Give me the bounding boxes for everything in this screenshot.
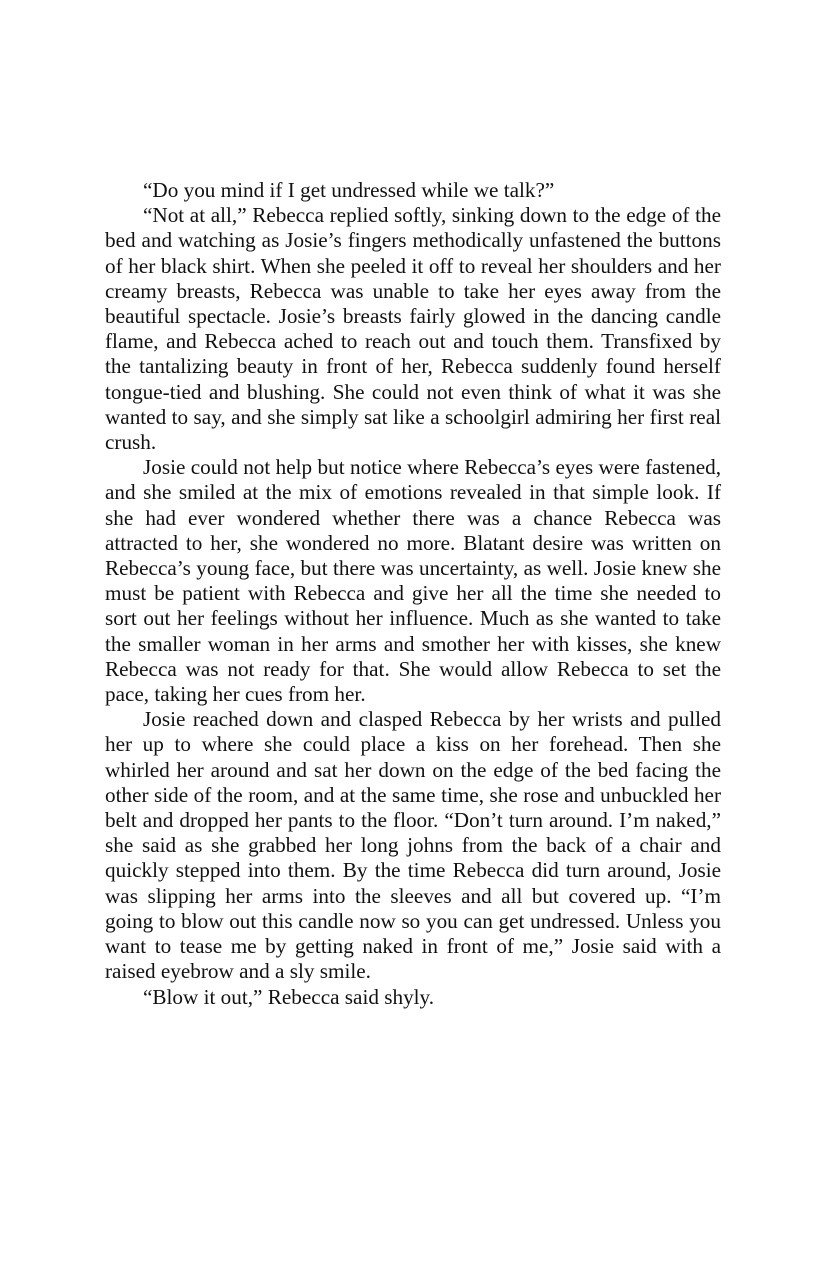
paragraph-2: “Not at all,” Rebecca replied softly, sinking down to the edge of the bed and watching as Josie’s fingers methodically unfastened the buttons of her black shirt. When she peeled it off to reveal her shoulders and her creamy breasts, Rebecca was unable to take her eyes away from the beautiful spectacle. Josie’s breasts fairly glowed in the dancing candle flame, and Rebecca ached to reach out and touch them. Transfixed by the tantalizing beauty in front of her, Rebecca suddenly found herself tongue-tied and blushing. She could not even think of what it was she wanted to say, and she simply sat like a schoolgirl admiring her first real crush. — [105, 203, 721, 455]
paragraph-1: “Do you mind if I get undressed while we talk?” — [143, 178, 555, 202]
paragraph-4: Josie reached down and clasped Rebecca by her wrists and pulled her up to where she could place a kiss on her forehead. Then she whirled her around and sat her down on the edge of the bed facing the other side of the room, and at the same time, she rose and unbuckled her belt and dropped her pants to the floor. “Don’t turn around. I’m naked,” she said as she grabbed her long johns from the back of a chair and quickly stepped into them. By the time Rebecca did turn around, Josie was slipping her arms into the sleeves and all but covered up. “I’m going to blow out this candle now so you can get undressed. Unless you want to tease me by getting naked in front of me,” Josie said with a raised eyebrow and a sly smile. — [105, 707, 721, 984]
body-text — [105, 178, 721, 1010]
paragraph-5: “Blow it out,” Rebecca said shyly. — [143, 984, 435, 1009]
paragraph-3: Josie could not help but notice where Rebecca’s eyes were fastened, and she smiled at the mix of emotions revealed in that simple look. If she had ever wondered whether there was a chance Rebecca was attracted to her, she wondered no more. Blatant desire was written on Rebecca’s young face, but there was uncertainty, as well. Josie knew she must be patient with Rebecca and give her all the time she needed to sort out her feelings without her influence. Much as she wanted to take the smaller woman in her arms and smother her with kisses, she knew Rebecca was not ready for that. She would allow Rebecca to set the pace, taking her cues from her. — [105, 455, 721, 707]
